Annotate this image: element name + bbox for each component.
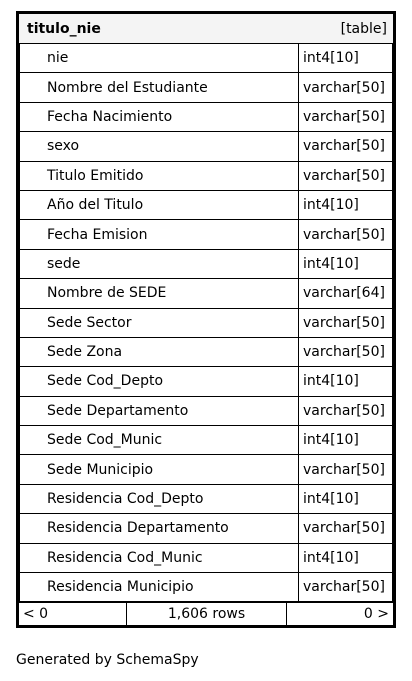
- column-name[interactable]: Residencia Cod_Depto: [19, 485, 299, 514]
- table-node: [16, 11, 396, 628]
- column-type: varchar[50]: [299, 338, 393, 367]
- column-type: varchar[50]: [299, 132, 393, 161]
- children-count[interactable]: 0 >: [363, 606, 389, 623]
- column-name[interactable]: Titulo Emitido: [19, 162, 299, 191]
- column-type: varchar[50]: [299, 514, 393, 543]
- column-type: int4[10]: [299, 250, 393, 279]
- column-row: [19, 132, 393, 161]
- column-type: int4[10]: [299, 44, 393, 73]
- column-name[interactable]: Fecha Nacimiento: [19, 103, 299, 132]
- column-type: int4[10]: [299, 191, 393, 220]
- column-row: [19, 485, 393, 514]
- row-count: 1,606 rows: [127, 603, 287, 625]
- column-name[interactable]: Año del Titulo: [19, 191, 299, 220]
- column-row: [19, 191, 393, 220]
- column-name[interactable]: Fecha Emision: [19, 220, 299, 249]
- column-name[interactable]: Nombre del Estudiante: [19, 73, 299, 102]
- table-kind-label: [table]: [340, 20, 387, 37]
- column-name[interactable]: nie: [19, 44, 299, 73]
- column-type: varchar[50]: [299, 455, 393, 484]
- column-name[interactable]: Sede Municipio: [19, 455, 299, 484]
- column-row: [19, 103, 393, 132]
- column-type: int4[10]: [299, 426, 393, 455]
- column-type: int4[10]: [299, 544, 393, 573]
- column-row: [19, 250, 393, 279]
- parents-count[interactable]: < 0: [19, 603, 127, 625]
- column-name[interactable]: Nombre de SEDE: [19, 279, 299, 308]
- table-footer: [19, 602, 393, 625]
- column-type: varchar[50]: [299, 162, 393, 191]
- column-row: [19, 220, 393, 249]
- column-name[interactable]: sede: [19, 250, 299, 279]
- column-row: [19, 338, 393, 367]
- column-row: [19, 44, 393, 73]
- column-name[interactable]: sexo: [19, 132, 299, 161]
- table-header: [19, 14, 393, 44]
- column-row: [19, 279, 393, 308]
- column-type: varchar[50]: [299, 220, 393, 249]
- column-name[interactable]: Sede Departamento: [19, 397, 299, 426]
- column-row: [19, 397, 393, 426]
- column-type: int4[10]: [299, 485, 393, 514]
- column-type: varchar[50]: [299, 397, 393, 426]
- column-row: [19, 162, 393, 191]
- column-row: [19, 73, 393, 102]
- column-type: varchar[50]: [299, 309, 393, 338]
- column-row: [19, 573, 393, 602]
- column-type: int4[10]: [299, 367, 393, 396]
- column-type: varchar[50]: [299, 73, 393, 102]
- column-row: [19, 544, 393, 573]
- column-name[interactable]: Sede Cod_Depto: [19, 367, 299, 396]
- table-name[interactable]: titulo_nie: [27, 20, 101, 37]
- column-row: [19, 426, 393, 455]
- column-row: [19, 309, 393, 338]
- column-name[interactable]: Residencia Municipio: [19, 573, 299, 602]
- column-name[interactable]: Residencia Departamento: [19, 514, 299, 543]
- column-name[interactable]: Sede Sector: [19, 309, 299, 338]
- column-row: [19, 455, 393, 484]
- column-name[interactable]: Residencia Cod_Munic: [19, 544, 299, 573]
- column-list: [19, 44, 393, 602]
- generated-by-text: Generated by SchemaSpy: [16, 652, 199, 668]
- column-name[interactable]: Sede Cod_Munic: [19, 426, 299, 455]
- column-type: varchar[50]: [299, 573, 393, 602]
- column-row: [19, 514, 393, 543]
- column-name[interactable]: Sede Zona: [19, 338, 299, 367]
- column-type: varchar[50]: [299, 103, 393, 132]
- column-row: [19, 367, 393, 396]
- column-type: varchar[64]: [299, 279, 393, 308]
